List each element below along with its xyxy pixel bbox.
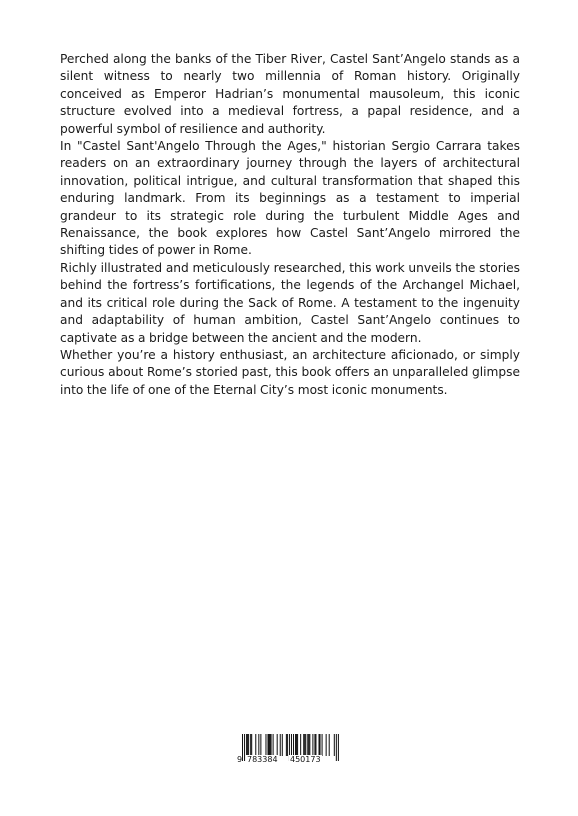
barcode-bar: [269, 734, 270, 756]
barcode-bar: [286, 734, 287, 756]
barcode-bar: [300, 734, 301, 756]
barcode-bar: [268, 734, 269, 756]
barcode-right-digits: 450173: [290, 755, 321, 764]
barcode-bar: [297, 734, 298, 756]
barcode-bar: [248, 734, 249, 756]
barcode-bar: [319, 734, 320, 756]
barcode-bar: [315, 734, 316, 756]
barcode-bar: [314, 734, 315, 756]
barcode-bar: [250, 734, 251, 756]
barcode-bar: [246, 734, 247, 756]
isbn-barcode: [237, 734, 341, 772]
barcode-bar: [334, 734, 335, 756]
barcode-bar: [287, 734, 288, 756]
barcode-lead-digit: 9: [237, 755, 243, 764]
blurb-paragraph-1: Perched along the banks of the Tiber River, Castel Sant’Angelo stands as a silent witness to nearly two millennia of Roman history. Originally conceived as Emperor Hadrian’s monumental mausoleum, this iconic structure evolved into a medieval fortress, a papal residence, and a powerful symbol of resilience and authority.: [60, 52, 520, 136]
barcode-bar: [322, 734, 323, 756]
barcode-bar: [251, 734, 252, 756]
barcode-bar: [307, 734, 308, 756]
barcode-bar: [258, 734, 259, 756]
blurb-paragraph-2: In "Castel Sant'Angelo Through the Ages," historian Sergio Carrara takes readers on an extraordinary journey through the layers of architectural innovation, political intrigue, and cultural transformation that shaped this enduring landmark. From its beginnings as a testament to imperial grandeur to its strategic role during the turbulent Middle Ages and Renaissance, the book explores how Castel Sant’Angelo mirrored the shifting tides of power in Rome.: [60, 139, 520, 258]
barcode-bar: [326, 734, 327, 756]
barcode-bar: [247, 734, 248, 756]
barcode-bar: [303, 734, 304, 756]
barcode-bar: [308, 734, 309, 756]
barcode-bar: [295, 734, 296, 756]
barcode-bar: [273, 734, 274, 756]
barcode-left-digits: 783384: [247, 755, 278, 764]
barcode-bar: [309, 734, 310, 756]
barcode-bar: [305, 734, 306, 756]
barcode-bar: [255, 734, 256, 756]
barcode-bar: [280, 734, 281, 756]
barcode-bar: [265, 734, 266, 756]
barcode-bar: [329, 734, 330, 756]
barcode-bar: [277, 734, 278, 756]
barcode-bar: [293, 734, 294, 756]
barcode-bar: [320, 734, 321, 756]
barcode-bar: [270, 734, 271, 756]
barcode-bar: [296, 734, 297, 756]
book-blurb: [60, 51, 520, 399]
barcode-bar: [304, 734, 305, 756]
barcode-bar: [271, 734, 272, 756]
barcode-bar: [312, 734, 313, 756]
barcode-bar: [260, 734, 261, 756]
blurb-paragraph-4: Whether you’re a history enthusiast, an architecture aficionado, or simply curious about Rome’s storied past, this book offers an unparalleled glimpse into the life of one of the Eternal City’s most iconic monuments.: [60, 347, 520, 397]
barcode-digits: [237, 755, 341, 767]
blurb-paragraph-3: Richly illustrated and meticulously researched, this work unveils the stories behind the fortress’s fortifications, the legends of the Archangel Michael, and its critical role during the Sack of Rome. A testament to the ingenuity and adaptability of human ambition, Castel Sant’Angelo continues to captivate as a bridge between the ancient and the modern.: [60, 260, 520, 345]
barcode-bar: [282, 734, 283, 756]
